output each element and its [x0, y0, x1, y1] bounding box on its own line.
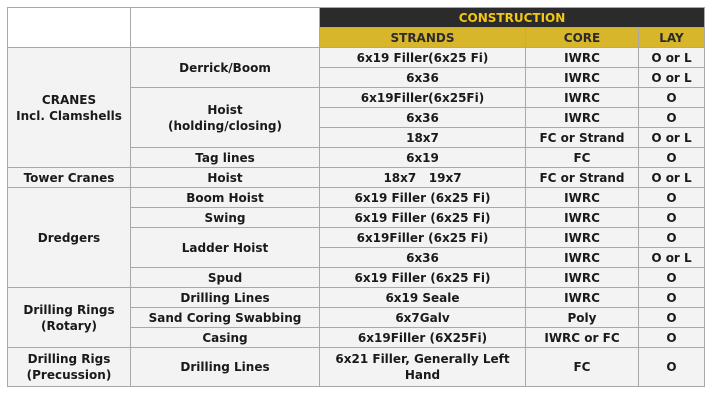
lay-cell: O or L: [639, 168, 705, 188]
strands-cell: 6x19 Filler(6x25 Fi): [320, 48, 526, 68]
core-cell: IWRC: [526, 108, 639, 128]
lay-cell: O: [639, 108, 705, 128]
strands-cell: 6x19 Filler (6x25 Fi): [320, 188, 526, 208]
subgroup-derrick-boom: Derrick/Boom: [131, 48, 320, 88]
core-cell: IWRC: [526, 208, 639, 228]
group-tower-cranes: Tower Cranes: [8, 168, 131, 188]
core-cell: IWRC: [526, 88, 639, 108]
lay-cell: O or L: [639, 48, 705, 68]
subgroup-spud: Spud: [131, 268, 320, 288]
core-cell: IWRC: [526, 188, 639, 208]
header-blank-cell-2: [131, 8, 320, 48]
table-row: [8, 348, 705, 387]
table-row: [8, 188, 705, 208]
lay-cell: O: [639, 288, 705, 308]
subgroup-hoist-line1: Hoist: [207, 102, 243, 117]
subgroup-hoist-holding: [131, 88, 320, 148]
subgroup-casing: Casing: [131, 328, 320, 348]
strands-cell: 6x36: [320, 108, 526, 128]
core-cell: FC or Strand: [526, 128, 639, 148]
core-cell: FC: [526, 348, 639, 387]
strands-cell: 6x19Filler (6x25 Fi): [320, 228, 526, 248]
subgroup-tag-lines: Tag lines: [131, 148, 320, 168]
group-drilling-rings: [8, 288, 131, 348]
strands-cell: 6x36: [320, 68, 526, 88]
header-row-1: [8, 8, 705, 28]
strands-cell: 18x7: [320, 128, 526, 148]
core-cell: IWRC: [526, 248, 639, 268]
lay-cell: O: [639, 228, 705, 248]
lay-cell: O or L: [639, 128, 705, 148]
core-cell: IWRC: [526, 288, 639, 308]
lay-cell: O: [639, 188, 705, 208]
lay-cell: O: [639, 328, 705, 348]
strands-header: STRANDS: [320, 28, 526, 48]
group-drilling-rigs-line2: (Precussion): [26, 368, 112, 382]
strands-cell: 6x19 Filler (6x25 Fi): [320, 208, 526, 228]
core-cell: Poly: [526, 308, 639, 328]
strands-cell: 6x21 Filler, Generally Left Hand: [320, 348, 526, 387]
lay-cell: O: [639, 148, 705, 168]
lay-cell: O or L: [639, 68, 705, 88]
subgroup-ladder-hoist: Ladder Hoist: [131, 228, 320, 268]
core-cell: IWRC: [526, 268, 639, 288]
group-drilling-rings-line2: (Rotary): [40, 318, 98, 333]
strands-cell: 6x19Filler (6X25Fi): [320, 328, 526, 348]
strands-cell: 6x19 Seale: [320, 288, 526, 308]
lay-cell: O: [639, 308, 705, 328]
subgroup-sand-coring: Sand Coring Swabbing: [131, 308, 320, 328]
group-drilling-rigs: [8, 348, 131, 387]
strands-cell: 6x36: [320, 248, 526, 268]
table-row: [8, 168, 705, 188]
lay-header: LAY: [639, 28, 705, 48]
lay-cell: O: [639, 208, 705, 228]
core-cell: IWRC or FC: [526, 328, 639, 348]
lay-cell: O or L: [639, 248, 705, 268]
subgroup-drilling-lines-precussion: Drilling Lines: [131, 348, 320, 387]
group-cranes-line2: Incl. Clamshells: [16, 108, 122, 123]
lay-cell: O: [639, 268, 705, 288]
core-cell: IWRC: [526, 48, 639, 68]
table-row: [8, 288, 705, 308]
core-header: CORE: [526, 28, 639, 48]
group-drilling-rings-line1: Drilling Rings: [23, 302, 115, 317]
group-cranes-line1: CRANES: [41, 92, 97, 107]
strands-cell: 6x19 Filler (6x25 Fi): [320, 268, 526, 288]
subgroup-drilling-lines-rotary: Drilling Lines: [131, 288, 320, 308]
core-cell: IWRC: [526, 228, 639, 248]
table-row: [8, 48, 705, 68]
subgroup-boom-hoist: Boom Hoist: [131, 188, 320, 208]
wire-rope-table: [7, 7, 705, 387]
lay-cell: O: [639, 348, 705, 387]
group-dredgers: Dredgers: [8, 188, 131, 288]
lay-cell: O: [639, 88, 705, 108]
core-cell: IWRC: [526, 68, 639, 88]
strands-cell: 6x7Galv: [320, 308, 526, 328]
table-container: [7, 7, 705, 387]
core-cell: FC: [526, 148, 639, 168]
header-blank-cell-1: [8, 8, 131, 48]
group-cranes: [8, 48, 131, 168]
subgroup-tower-hoist: Hoist: [131, 168, 320, 188]
group-drilling-rigs-line1: Drilling Rigs: [27, 352, 111, 366]
strands-cell: 6x19: [320, 148, 526, 168]
strands-cell: 6x19Filler(6x25Fi): [320, 88, 526, 108]
construction-header: CONSTRUCTION: [320, 8, 705, 28]
strands-cell: 18x7 19x7: [320, 168, 526, 188]
subgroup-swing: Swing: [131, 208, 320, 228]
core-cell: FC or Strand: [526, 168, 639, 188]
subgroup-hoist-line2: (holding/closing): [168, 118, 282, 133]
